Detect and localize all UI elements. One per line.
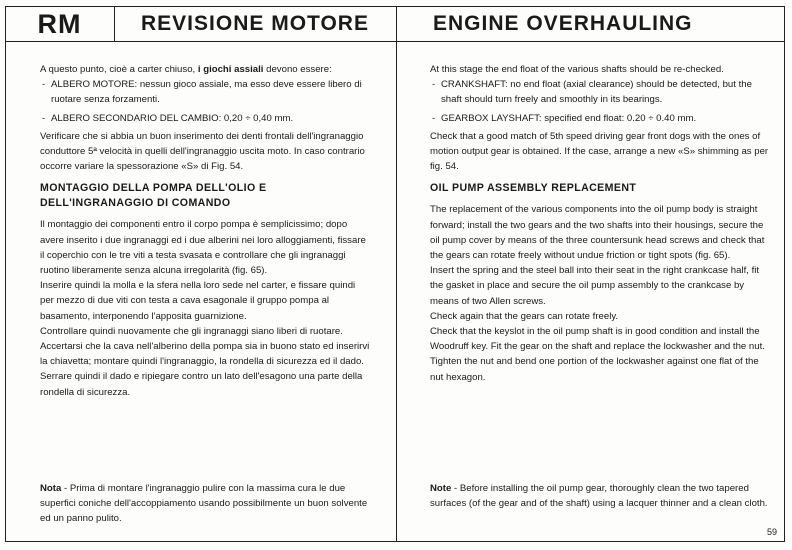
paragraph: Accertarsi che la cava nell'alberino della pompa sia in buono stato ed inserirvi la chiavetta; montare quindi l'ingranaggio, la rondella di sicurezza ed il dado. [40, 341, 370, 368]
paragraph: Check again that the gears can rotate freely. [430, 310, 619, 322]
english-column [430, 62, 774, 385]
list-item: - ALBERO MOTORE: nessun gioco assiale, ma esso deve essere libero di ruotare senza forzamenti. [40, 77, 370, 107]
paragraph: Il montaggio dei componenti entro il corpo pompa è semplicissimo; dopo avere inserito i due ingranaggi ed i due alberini nei loro alloggiamenti, fissare il coperchio con le tre viti a testa svasata e controllare che gli ingranaggi ruotino liberamente senza alcuna irregolarità (fig. 65). [40, 219, 366, 277]
paragraph: Serrare quindi il dado e ripiegare contro un lato dell'esagono una parte della rondella di sicurezza. [40, 371, 363, 398]
note-en: Note - Before installing the oil pump gear, thoroughly clean the two tapered surfaces (of the gear and of the shaft) using a lacquer thinner and a clean cloth. [430, 483, 768, 510]
check-paragraph-en: Check that a good match of 5th speed driving gear front dogs with the ones of motion output gear is obtained. If the case, arrange a new «S» shimming as per fig. 54. [430, 130, 769, 173]
italian-column [40, 62, 370, 400]
clearance-list-en [430, 77, 774, 126]
paragraph: Tighten the nut and bend one portion of the lockwasher against one flat of the nut hexagon. [430, 356, 759, 383]
model-code: RM [5, 6, 115, 42]
check-paragraph-it: Verificare che si abbia un buon inserimento dei denti frontali dell'ingranaggio conduttore 5ª velocità in quelli dell'ingranaggio uscita moto. In caso contrario occorre variare la spessorazione «S» di Fig. 54. [40, 130, 365, 173]
paragraph: Controllare quindi nuovamente che gli ingranaggi siano liberi di ruotare. [40, 325, 343, 337]
paragraph: Check that the keyslot in the oil pump shaft is in good condition and install the Woodruff key. Fit the gear on the shaft and replace the lockwasher and the nut. [430, 326, 765, 353]
paragraph: Insert the spring and the steel ball into their seat in the right crankcase half, fit the gasket in place and secure the oil pump assembly to the crankcase by means of two Allen screws. [430, 265, 760, 307]
list-item: - CRANKSHAFT: no end float (axial clearance) should be detected, but the shaft should turn freely and smoothly in its bearings. [430, 77, 774, 107]
section-heading-en: OIL PUMP ASSEMBLY REPLACEMENT [430, 182, 637, 195]
list-item: - GEARBOX LAYSHAFT: specified end float: 0.20 ÷ 0.40 mm. [430, 111, 774, 126]
clearance-list-it [40, 77, 370, 126]
title-english: ENGINE OVERHAULING [433, 12, 693, 35]
paragraph: Inserire quindi la molla e la sfera nella loro sede nel carter, e fissare quindi per mezzo di due viti con testa a cava esagonale il gruppo pompa al basamento, interponendo l'apposita guarnizione. [40, 280, 356, 322]
list-item: - ALBERO SECONDARIO DEL CAMBIO: 0,20 ÷ 0,40 mm. [40, 111, 370, 126]
page-number: 59 [767, 527, 778, 537]
paragraph: The replacement of the various components into the oil pump body is straight forward; install the two gears and the two shafts into their housings, secure the oil pump cover by means of the three countersunk head screws and check that the gears can rotate freely without undue friction or tight spots (fig. 65). [430, 204, 765, 262]
intro-en: At this stage the end float of the various shafts should be re-checked. [430, 64, 724, 75]
title-italian: REVISIONE MOTORE [141, 12, 369, 35]
section-heading-it: MONTAGGIO DELLA POMPA DELL'OLIO E DELL'INGRANAGGIO DI COMANDO [40, 182, 267, 210]
column-divider [396, 6, 397, 542]
intro-it: A questo punto, cioè a carter chiuso, i giochi assiali devono essere: [40, 64, 332, 75]
note-it: Nota - Prima di montare l'ingranaggio pulire con la massima cura le due superfici coniche dell'accoppiamento usando possibilmente un buon solvente ed un panno pulito. [40, 483, 368, 525]
